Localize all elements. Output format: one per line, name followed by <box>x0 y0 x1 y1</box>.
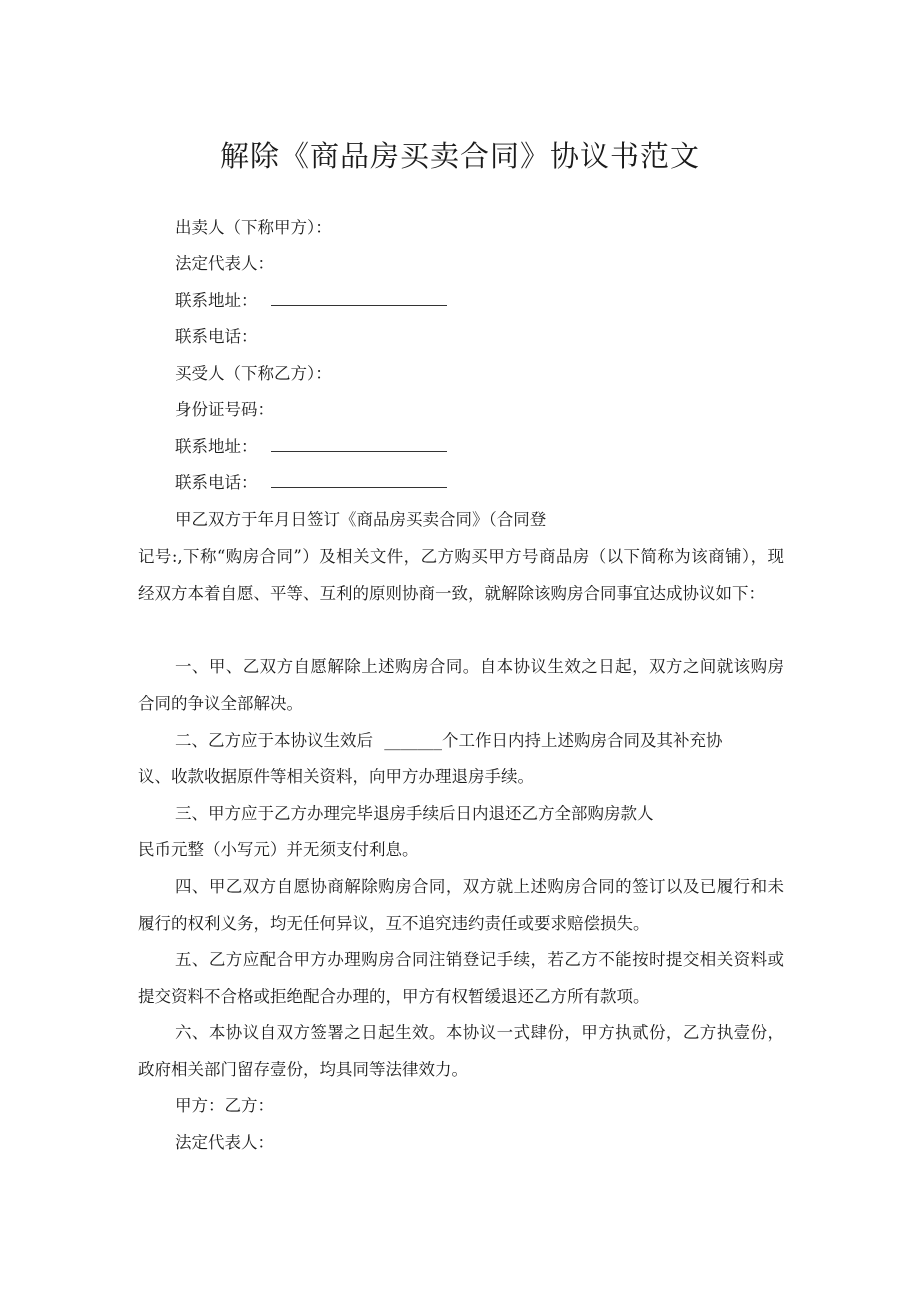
seller-address-row <box>175 289 447 313</box>
clause-1: 一、甲、乙双方自愿解除上述购房合同。自本协议生效之日起，双方之间就该购房合同的争议全部解决。 <box>138 657 784 713</box>
buyer-phone-label: 联系电话： <box>175 473 258 492</box>
seller-phone-label: 联系电话： <box>175 327 258 346</box>
clause-6: 六、本协议自双方签署之日起生效。本协议一式肆份，甲方执贰份，乙方执壹份，政府相关部门留存壹份，均具同等法律效力。 <box>138 1023 784 1079</box>
signature-rep: 法定代表人： <box>175 1133 274 1152</box>
buyer-id-label: 身份证号码： <box>175 400 274 419</box>
buyer-address-blank <box>271 437 447 452</box>
intro-paragraph: 记号:,下称“购房合同”）及相关文件，乙方购买甲方号商品房（以下简称为该商铺），现经双方本着自愿、平等、互利的原则协商一致，就解除该购房合同事宜达成协议如下： <box>138 547 784 603</box>
seller-rep-label: 法定代表人： <box>175 254 274 273</box>
buyer-address-row <box>175 435 447 459</box>
buyer-phone-blank <box>271 473 447 488</box>
signature-parties: 甲方：乙方： <box>175 1096 274 1115</box>
intro-line-1: 甲乙双方于年月日签订《商品房买卖合同》（合同登 <box>175 510 547 529</box>
clause-3-line-2: 民币元整（小写元）并无须支付利息。 <box>138 840 419 859</box>
buyer-address-label: 联系地址： <box>175 437 258 456</box>
buyer-label: 买受人（下称乙方）： <box>175 364 332 383</box>
seller-address-label: 联系地址： <box>175 291 258 310</box>
clause-2-blank: _______ <box>384 731 442 750</box>
clause-3-line-1: 三、甲方应于乙方办理完毕退房手续后日内退还乙方全部购房款人 <box>175 804 654 823</box>
seller-label: 出卖人（下称甲方）： <box>175 218 332 237</box>
clause-2-line-2: 议、收款收据原件等相关资料，向甲方办理退房手续。 <box>138 767 534 786</box>
buyer-phone-row <box>175 471 447 495</box>
clause-4: 四、甲乙双方自愿协商解除购房合同，双方就上述购房合同的签订以及已履行和未履行的权利义务，均无任何异议，互不追究违约责任或要求赔偿损失。 <box>138 877 784 933</box>
clause-5: 五、乙方应配合甲方办理购房合同注销登记手续，若乙方不能按时提交相关资料或提交资料不合格或拒绝配合办理的，甲方有权暂缓退还乙方所有款项。 <box>138 950 784 1006</box>
clause-2-line-1: 二、乙方应于本协议生效后 _______个工作日内持上述购房合同及其补充协 <box>175 731 723 750</box>
document-title: 解除《商品房买卖合同》协议书范文 <box>219 139 700 173</box>
seller-address-blank <box>271 291 447 306</box>
